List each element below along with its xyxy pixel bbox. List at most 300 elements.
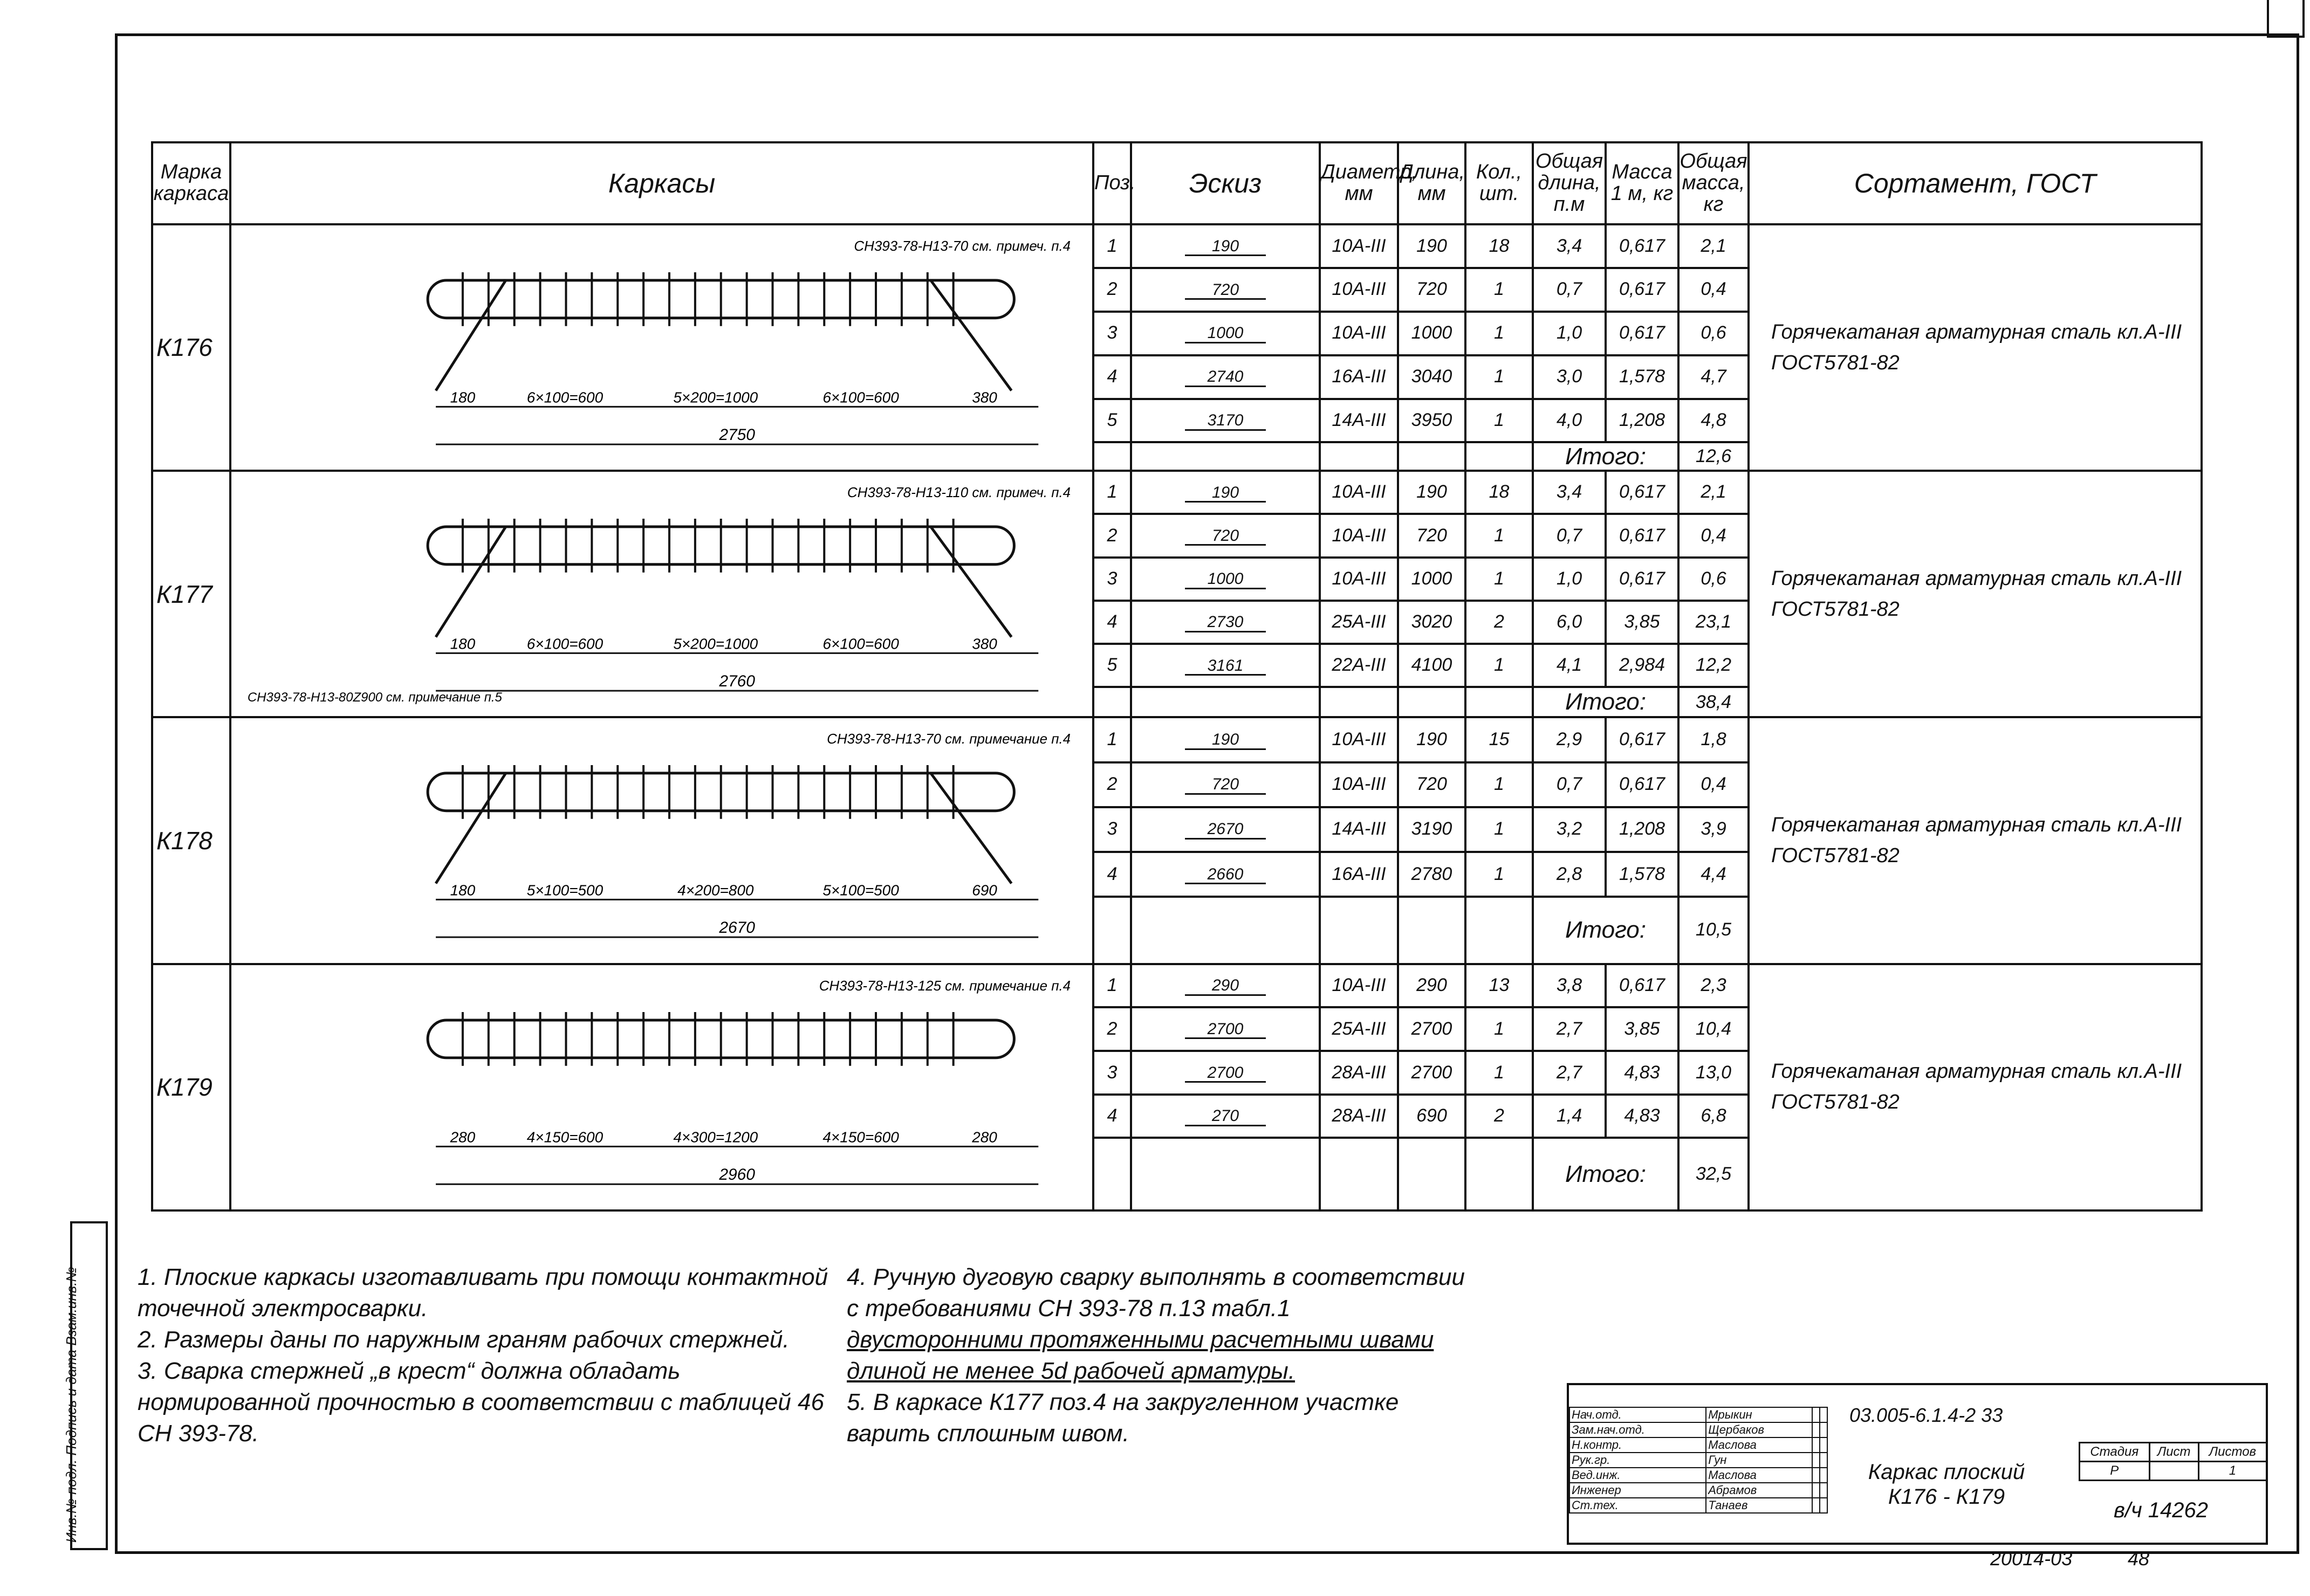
sketch-dimension: 3170 [1185,412,1266,431]
total-value: 38,4 [1678,687,1749,717]
cell-sketch [1131,1095,1320,1138]
cell-tm: 6,8 [1678,1095,1749,1138]
person-signature [1812,1453,1820,1468]
cell-tlen: 2,8 [1533,852,1606,897]
dimension-label: 5×100=500 [526,882,604,899]
person-date [1820,1407,1827,1422]
cell-dia: 22A-III [1320,644,1398,687]
frame-mark: К177 [152,471,230,717]
header-qty: Кол., шт. [1465,142,1533,224]
cell-qty: 2 [1465,601,1533,644]
cell-qty: 1 [1465,644,1533,687]
total-empty [1398,897,1465,964]
diagonal-bar-right [931,527,1012,637]
cell-sketch [1131,1051,1320,1095]
total-empty [1465,442,1533,471]
cell-mpm: 3,85 [1606,1007,1678,1051]
cell-dia: 10A-III [1320,312,1398,355]
cell-len: 2700 [1398,1007,1465,1051]
dimension-label: 6×100=600 [526,389,604,406]
cell-tlen: 2,7 [1533,1051,1606,1095]
note-5: 5. В каркасе К177 поз.4 на закругленном участке варить сплошным швом. [847,1389,1399,1447]
sketch-dimension: 3161 [1185,657,1266,676]
frame-drawing [230,717,1093,964]
total-empty [1320,442,1398,471]
cell-dia: 25A-III [1320,1007,1398,1051]
sketch-dimension: 190 [1185,731,1266,750]
cell-dia: 10A-III [1320,964,1398,1008]
person-row [1569,1453,1827,1468]
cell-mpm: 0,617 [1606,471,1678,514]
notes-left [138,1262,839,1449]
weld-callout: СН393-78-Н13-110 см. примеч. п.4 [847,485,1071,501]
table-row [152,471,2202,514]
cell-sketch [1131,601,1320,644]
sketch-dimension: 2700 [1185,1021,1266,1040]
diagonal-bar-right [931,773,1012,883]
cell-sketch [1131,514,1320,557]
cell-tm: 0,6 [1678,312,1749,355]
specification-table [151,141,2201,1212]
dimension-label: 4×150=600 [526,1129,604,1146]
header-assortment: Сортамент, ГОСТ [1749,142,2202,224]
cell-qty: 15 [1465,717,1533,762]
document-code: 03.005-6.1.4-2 33 [1849,1404,2003,1426]
cell-tm: 2,1 [1678,471,1749,514]
person-name: Танаев [1706,1498,1812,1513]
weld-callout: СН393-78-Н13-125 см. примечание п.4 [819,978,1071,994]
total-value: 10,5 [1678,897,1749,964]
cell-len: 720 [1398,268,1465,312]
header-total-mass: Общая масса, кг [1678,142,1749,224]
cell-mpm: 0,617 [1606,514,1678,557]
cell-mpm: 2,984 [1606,644,1678,687]
dimension-label: 4×200=800 [677,882,754,899]
cell-pos: 5 [1093,399,1131,443]
diagonal-bar-left [436,773,506,883]
person-name: Гун [1706,1453,1812,1468]
cell-mpm: 3,85 [1606,601,1678,644]
sketch-dimension: 720 [1185,527,1266,546]
table-header-row [152,142,2202,224]
cell-tlen: 2,7 [1533,1007,1606,1051]
dimension-label: 4×300=1200 [673,1129,758,1146]
person-date [1820,1498,1827,1513]
frame-drawing [230,471,1093,717]
sketch-dimension: 270 [1185,1107,1266,1126]
cell-sketch [1131,224,1320,268]
overall-dimension-label: 2670 [719,919,755,937]
sidebar-stamp [63,1221,108,1550]
organization: в/ч 14262 [2114,1498,2209,1522]
cell-pos: 3 [1093,807,1131,852]
total-empty [1398,687,1465,717]
dimension-label: 180 [450,635,476,652]
cell-len: 3950 [1398,399,1465,443]
header-pos: Поз. [1093,142,1131,224]
header-mark: Марка каркаса [152,142,230,224]
total-empty [1131,687,1320,717]
frame-assortment: Горячекатаная арматурная сталь кл.А-III ГОСТ5781-82 [1749,224,2202,471]
cell-tm: 4,7 [1678,355,1749,399]
cell-len: 190 [1398,471,1465,514]
cell-qty: 1 [1465,312,1533,355]
cell-dia: 16A-III [1320,852,1398,897]
person-signature [1812,1483,1820,1498]
dimension-label: 5×200=1000 [673,389,758,406]
cell-tm: 12,2 [1678,644,1749,687]
cell-pos: 1 [1093,471,1131,514]
cell-tlen: 6,0 [1533,601,1606,644]
cell-tm: 2,3 [1678,964,1749,1008]
bottom-number: 48 [2128,1547,2150,1570]
cell-len: 4100 [1398,644,1465,687]
sheet-header: Лист [2149,1443,2198,1462]
cell-mpm: 0,617 [1606,717,1678,762]
person-date [1820,1422,1827,1437]
cell-sketch [1131,312,1320,355]
cell-tlen: 0,7 [1533,268,1606,312]
cell-tm: 2,1 [1678,224,1749,268]
cell-tm: 3,9 [1678,807,1749,852]
cell-pos: 4 [1093,852,1131,897]
cell-dia: 28A-III [1320,1095,1398,1138]
cell-pos: 2 [1093,514,1131,557]
cell-qty: 18 [1465,471,1533,514]
cell-len: 690 [1398,1095,1465,1138]
header-total-length: Общая длина, п.м [1533,142,1606,224]
stage-header: Стадия [2080,1443,2150,1462]
cell-qty: 1 [1465,558,1533,601]
cell-dia: 10A-III [1320,268,1398,312]
cell-qty: 2 [1465,1095,1533,1138]
cell-sketch [1131,717,1320,762]
person-role: Н.контр. [1569,1437,1706,1453]
total-label: Итого: [1533,442,1678,471]
total-value: 32,5 [1678,1138,1749,1210]
stage-value: Р [2080,1462,2150,1481]
cell-len: 190 [1398,717,1465,762]
cell-qty: 1 [1465,807,1533,852]
header-diameter: Диаметр, мм [1320,142,1398,224]
cell-mpm: 0,617 [1606,312,1678,355]
total-empty [1093,442,1131,471]
frame-schematic [231,472,1092,716]
cell-pos: 2 [1093,268,1131,312]
cell-tlen: 3,4 [1533,471,1606,514]
person-signature [1812,1422,1820,1437]
cell-tlen: 0,7 [1533,514,1606,557]
overall-dimension-label: 2960 [719,1165,755,1184]
cell-sketch [1131,1007,1320,1051]
dimension-label: 180 [450,882,476,899]
drawing-title [1839,1460,2054,1509]
sketch-dimension: 720 [1185,281,1266,300]
total-empty [1320,687,1398,717]
bottom-code: 20014-03 [1990,1547,2073,1570]
cell-tm: 4,4 [1678,852,1749,897]
dimension-label: 280 [450,1129,476,1146]
cell-len: 720 [1398,762,1465,807]
cell-pos: 3 [1093,1051,1131,1095]
frame-schematic [231,718,1092,962]
cell-len: 3040 [1398,355,1465,399]
cell-tlen: 3,2 [1533,807,1606,852]
cell-dia: 10A-III [1320,717,1398,762]
dimension-label: 6×100=600 [822,635,899,652]
cell-len: 3190 [1398,807,1465,852]
cell-tlen: 1,0 [1533,312,1606,355]
frame-mark: К176 [152,224,230,471]
sketch-dimension: 2740 [1185,368,1266,387]
sidebar-text: Инв.№ подл. Подпись и дата Взам.инв.№ [63,1267,79,1543]
header-mass-per-m: Масса 1 м, кг [1606,142,1678,224]
frame-assortment: Горячекатаная арматурная сталь кл.А-III ГОСТ5781-82 [1749,717,2202,964]
total-empty [1320,897,1398,964]
cell-tlen: 2,9 [1533,717,1606,762]
note-1: 1. Плоские каркасы изготавливать при помощи контактной точечной электросварки. [138,1264,828,1322]
dimension-label: 5×200=1000 [673,635,758,652]
diagonal-bar-right [931,280,1012,390]
person-role: Рук.гр. [1569,1453,1706,1468]
frame-schematic [231,965,1092,1209]
cell-qty: 1 [1465,1051,1533,1095]
cell-pos: 5 [1093,644,1131,687]
cell-len: 1000 [1398,558,1465,601]
cell-dia: 28A-III [1320,1051,1398,1095]
cell-sketch [1131,471,1320,514]
title-block-persons [1569,1407,1828,1514]
cell-tlen: 1,0 [1533,558,1606,601]
total-empty [1465,1138,1533,1210]
header-frames: Каркасы [230,142,1093,224]
overall-dimension-label: 2760 [719,672,755,691]
cell-pos: 1 [1093,964,1131,1008]
cell-tlen: 3,4 [1533,224,1606,268]
cell-mpm: 0,617 [1606,964,1678,1008]
diagonal-bar-left [436,280,506,390]
drawing-title-line1: Каркас плоский [1868,1460,2025,1484]
frame-assortment: Горячекатаная арматурная сталь кл.А-III ГОСТ5781-82 [1749,471,2202,717]
note-4b: двусторонними протяженными расчетными швами длиной не менее 5d рабочей арматуры. [847,1326,1434,1384]
cell-mpm: 1,208 [1606,807,1678,852]
person-role: Зам.нач.отд. [1569,1422,1706,1437]
cell-sketch [1131,558,1320,601]
dimension-label: 180 [450,389,476,406]
note-3: 3. Сварка стержней „в крест“ должна обладать нормированной прочностью в соответствии с таблицей 46 СН 393-78. [138,1358,824,1447]
frame-drawing [230,224,1093,471]
cell-tm: 10,4 [1678,1007,1749,1051]
person-name: Мрыкин [1706,1407,1812,1422]
cell-mpm: 0,617 [1606,268,1678,312]
stage-table [2079,1442,2267,1481]
total-empty [1131,1138,1320,1210]
total-empty [1093,687,1131,717]
cell-mpm: 0,617 [1606,762,1678,807]
header-length: Длина, мм [1398,142,1465,224]
cell-mpm: 4,83 [1606,1051,1678,1095]
sketch-dimension: 190 [1185,484,1266,503]
cell-len: 1000 [1398,312,1465,355]
cell-mpm: 1,208 [1606,399,1678,443]
cell-qty: 1 [1465,268,1533,312]
sketch-dimension: 1000 [1185,325,1266,343]
person-signature [1812,1498,1820,1513]
cell-qty: 1 [1465,399,1533,443]
person-date [1820,1453,1827,1468]
cell-tlen: 0,7 [1533,762,1606,807]
cell-sketch [1131,644,1320,687]
sheets-header: Листов [2198,1443,2266,1462]
weld-callout: СН393-78-Н13-70 см. примеч. п.4 [854,239,1071,254]
cell-len: 290 [1398,964,1465,1008]
cell-pos: 4 [1093,1095,1131,1138]
cell-dia: 14A-III [1320,807,1398,852]
cell-dia: 10A-III [1320,471,1398,514]
dimension-label: 380 [972,635,997,652]
total-empty [1398,442,1465,471]
cell-qty: 1 [1465,762,1533,807]
total-empty [1320,1138,1398,1210]
title-block [1567,1383,2268,1545]
person-row [1569,1437,1827,1453]
cell-tm: 23,1 [1678,601,1749,644]
cell-len: 3020 [1398,601,1465,644]
cell-qty: 1 [1465,1007,1533,1051]
total-empty [1093,897,1131,964]
person-date [1820,1468,1827,1483]
cell-pos: 2 [1093,1007,1131,1051]
cell-tm: 13,0 [1678,1051,1749,1095]
frame-mark: К178 [152,717,230,964]
cell-len: 2780 [1398,852,1465,897]
cell-dia: 10A-III [1320,762,1398,807]
cell-pos: 1 [1093,224,1131,268]
sketch-dimension: 720 [1185,776,1266,795]
person-row [1569,1468,1827,1483]
dimension-label: 5×100=500 [822,882,899,899]
drawing-title-line2: К176 - К179 [1888,1485,2005,1509]
notes-right [847,1262,1483,1449]
cell-tlen: 1,4 [1533,1095,1606,1138]
cell-qty: 1 [1465,355,1533,399]
table-row [152,964,2202,1008]
total-label: Итого: [1533,1138,1678,1210]
cell-tm: 0,4 [1678,762,1749,807]
person-role: Инженер [1569,1483,1706,1498]
cell-qty: 13 [1465,964,1533,1008]
dimension-label: 6×100=600 [526,635,604,652]
person-name: Щербаков [1706,1422,1812,1437]
person-row [1569,1422,1827,1437]
cell-tm: 0,4 [1678,268,1749,312]
cell-tm: 4,8 [1678,399,1749,443]
person-date [1820,1437,1827,1453]
total-empty [1131,897,1320,964]
cell-mpm: 1,578 [1606,852,1678,897]
cell-dia: 10A-III [1320,224,1398,268]
cell-mpm: 1,578 [1606,355,1678,399]
cell-dia: 10A-III [1320,558,1398,601]
cell-tlen: 3,8 [1533,964,1606,1008]
cell-len: 190 [1398,224,1465,268]
weld-callout: СН393-78-Н13-70 см. примечание п.4 [827,732,1071,747]
cell-sketch [1131,807,1320,852]
frame-assortment: Горячекатаная арматурная сталь кл.А-III ГОСТ5781-82 [1749,964,2202,1210]
cell-sketch [1131,268,1320,312]
sketch-dimension: 290 [1185,977,1266,996]
cell-qty: 1 [1465,514,1533,557]
total-empty [1465,897,1533,964]
sheets-value: 1 [2198,1462,2266,1481]
table-row [152,224,2202,268]
cell-pos: 4 [1093,601,1131,644]
cell-tlen: 4,1 [1533,644,1606,687]
cell-qty: 1 [1465,852,1533,897]
dimension-label: 280 [972,1129,997,1146]
person-signature [1812,1468,1820,1483]
cell-dia: 14A-III [1320,399,1398,443]
table-row [152,717,2202,762]
cell-pos: 3 [1093,312,1131,355]
cell-tm: 1,8 [1678,717,1749,762]
weld-callout-2: СН393-78-Н13-80Z900 см. примечание п.5 [247,690,502,705]
sketch-dimension: 2730 [1185,614,1266,632]
cell-sketch [1131,964,1320,1008]
frame-mark: К179 [152,964,230,1210]
person-name: Маслова [1706,1437,1812,1453]
cell-tm: 0,6 [1678,558,1749,601]
person-name: Абрамов [1706,1483,1812,1498]
cell-tlen: 3,0 [1533,355,1606,399]
cell-qty: 18 [1465,224,1533,268]
dimension-label: 690 [972,882,997,899]
cell-mpm: 4,83 [1606,1095,1678,1138]
sheet-corner-tab [2267,0,2305,38]
person-row [1569,1483,1827,1498]
person-signature [1812,1437,1820,1453]
cell-mpm: 0,617 [1606,558,1678,601]
person-date [1820,1483,1827,1498]
person-name: Маслова [1706,1468,1812,1483]
total-label: Итого: [1533,687,1678,717]
sketch-dimension: 1000 [1185,570,1266,589]
overall-dimension-label: 2750 [719,426,755,444]
cell-tlen: 4,0 [1533,399,1606,443]
person-role: Ст.тех. [1569,1498,1706,1513]
sketch-dimension: 2700 [1185,1064,1266,1083]
note-2: 2. Размеры даны по наружным граням рабочих стержней. [138,1326,790,1353]
person-role: Нач.отд. [1569,1407,1706,1422]
cell-tm: 0,4 [1678,514,1749,557]
sketch-dimension: 2660 [1185,866,1266,885]
cell-sketch [1131,399,1320,443]
cell-pos: 4 [1093,355,1131,399]
diagonal-bar-left [436,527,506,637]
cell-dia: 25A-III [1320,601,1398,644]
cell-sketch [1131,852,1320,897]
total-empty [1093,1138,1131,1210]
cell-len: 2700 [1398,1051,1465,1095]
cell-sketch [1131,762,1320,807]
header-sketch: Эскиз [1131,142,1320,224]
total-label: Итого: [1533,897,1678,964]
sheet-value [2149,1462,2198,1481]
cell-dia: 10A-III [1320,514,1398,557]
person-role: Вед.инж. [1569,1468,1706,1483]
frame-drawing [230,964,1093,1210]
cell-pos: 2 [1093,762,1131,807]
